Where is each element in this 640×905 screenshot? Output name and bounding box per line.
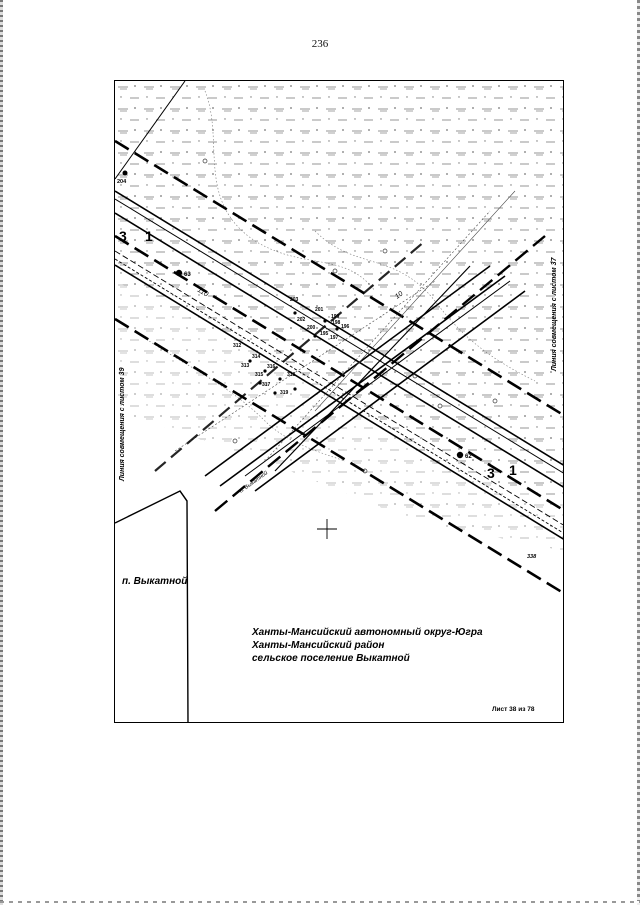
node-label: 315 xyxy=(255,372,264,378)
point-label-204: 204 xyxy=(117,179,127,185)
node-label: 203 xyxy=(290,297,299,303)
caption-line1: Ханты-Мансийский автономный округ-Югра xyxy=(252,627,483,638)
line-label-110: 110 xyxy=(195,286,210,299)
node-label: 319 xyxy=(280,390,289,396)
node-label: 313 xyxy=(241,363,250,369)
node-labels xyxy=(233,297,350,396)
node-label: 312 xyxy=(233,343,242,349)
settlement-label: п. Выкатной xyxy=(122,576,188,587)
node-label: 199 xyxy=(331,314,340,320)
sheet-label: Лист 38 из 78 xyxy=(492,706,535,713)
node-label: 201 xyxy=(315,307,324,313)
scan-edge-left xyxy=(0,0,3,905)
map-text-layer xyxy=(115,81,564,723)
node-label: 314 xyxy=(252,354,261,360)
line-label-10: 10 xyxy=(394,290,405,301)
page-number: 236 xyxy=(311,38,329,50)
zone-label-1-top: 1 xyxy=(145,228,153,244)
point-label-338: 338 xyxy=(527,554,537,560)
node-label: 196 xyxy=(341,324,350,330)
zone-label-3-bottom: 3 xyxy=(487,465,495,481)
zone-label-1-bottom: 1 xyxy=(509,462,517,478)
map-frame xyxy=(114,80,564,723)
caption-line3: сельское поселение Выкатной xyxy=(252,653,410,664)
node-label: 316 xyxy=(267,364,276,370)
node-label: 317 xyxy=(262,382,271,388)
caption-line2: Ханты-Мансийский район xyxy=(252,640,385,651)
node-label: 200 xyxy=(307,325,316,331)
feature-label-road: п. Выкатной xyxy=(238,470,270,495)
point-label-63: 63 xyxy=(184,272,191,278)
zone-label-3-top: 3 xyxy=(119,228,127,244)
scan-edge-bottom xyxy=(0,901,640,903)
node-label: 198 xyxy=(332,320,341,326)
point-label-62: 62 xyxy=(465,454,472,460)
node-label: 195 xyxy=(320,331,329,337)
match-line-left: Линия совмещения с листом 39 xyxy=(119,367,126,481)
node-label: 202 xyxy=(297,317,306,323)
node-label: 197 xyxy=(330,335,339,341)
node-label: 318 xyxy=(287,372,296,378)
match-line-right: Линия совмещения с листом 37 xyxy=(551,257,558,371)
